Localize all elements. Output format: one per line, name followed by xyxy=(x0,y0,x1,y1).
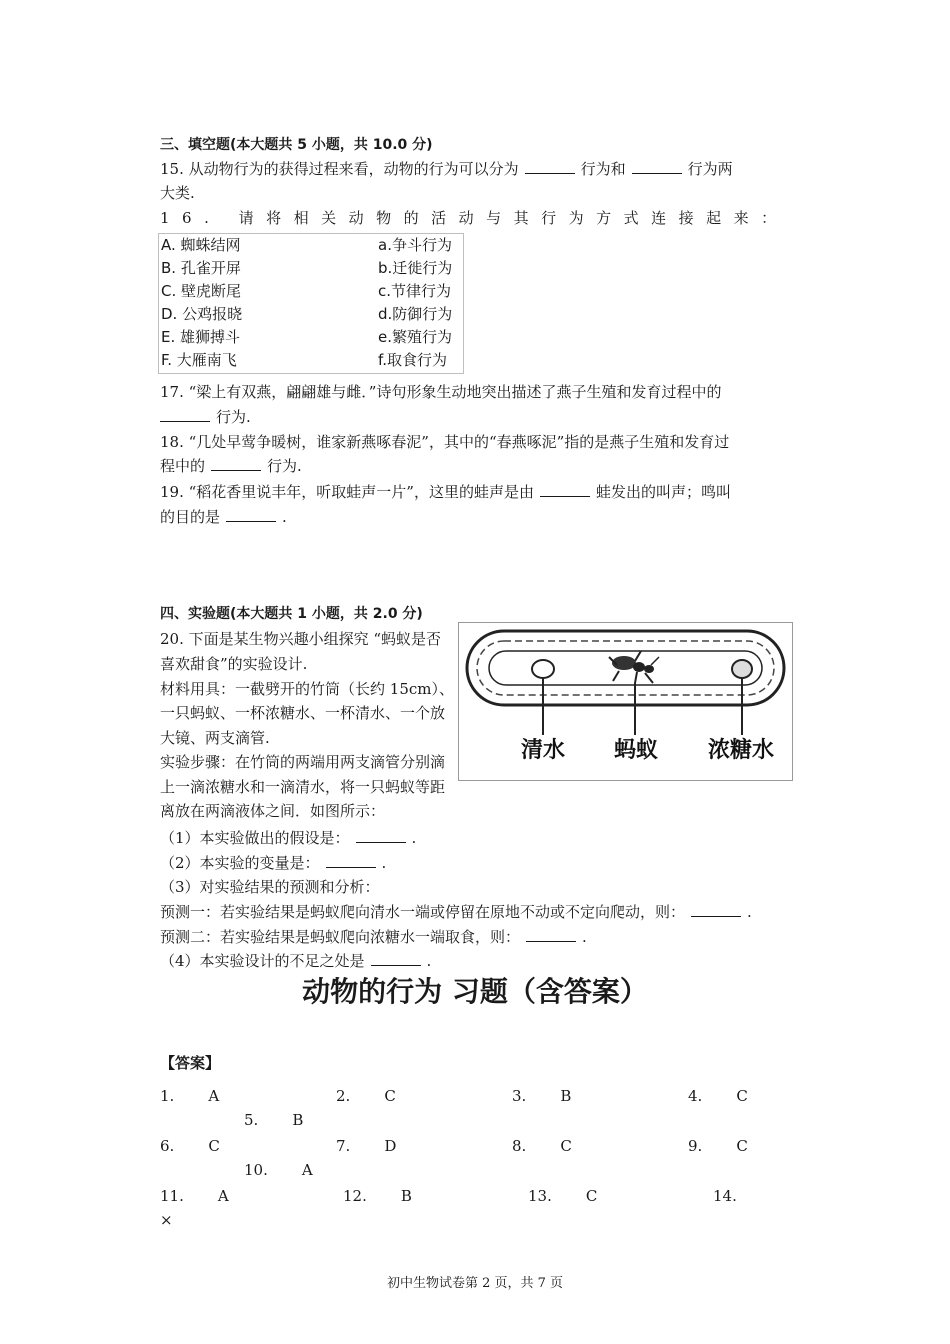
answer-number: 13. xyxy=(528,1187,552,1205)
answer-item xyxy=(160,1134,220,1158)
answer-item xyxy=(713,1184,737,1208)
answer-value: C xyxy=(736,1087,748,1105)
matching-row xyxy=(159,326,463,349)
q19-blank-2[interactable] xyxy=(226,507,276,522)
pred1-end: . xyxy=(747,903,752,921)
figure-label-sugar: 浓糖水 xyxy=(708,738,775,763)
answer-value: C xyxy=(736,1137,748,1155)
question-16: 16. 请将相关动物的活动与其行为方式连接起来： xyxy=(160,209,789,227)
answer-value: D xyxy=(384,1137,397,1155)
q18-text-2: 行为. xyxy=(267,457,302,475)
answer-number: 9. xyxy=(688,1137,703,1155)
matching-row xyxy=(159,234,463,257)
q20-line: 材料用具：一截劈开的竹筒（长约 15cm）、 xyxy=(160,680,454,698)
pred2-end: . xyxy=(582,928,587,946)
answers-heading: 【答案】 xyxy=(160,1054,221,1072)
sub1-blank[interactable] xyxy=(356,828,406,843)
ant-icon xyxy=(609,651,659,683)
q15-text-3: 行为两 xyxy=(687,160,733,178)
question-17-line1: 17. “梁上有双燕，翩翩雄与雌．”诗句形象生动地突出描述了燕子生殖和发育过程中的 xyxy=(160,383,722,401)
match-left-item: E. 雄狮搏斗 xyxy=(161,328,241,346)
sub1-text: （1）本实验做出的假设是： xyxy=(160,829,350,847)
answer-value: A xyxy=(208,1087,220,1105)
match-right-item: c.节律行为 xyxy=(378,282,452,300)
q15-text-2: 行为和 xyxy=(580,160,626,178)
match-right-item: a.争斗行为 xyxy=(378,236,452,254)
match-left-item: A. 蜘蛛结网 xyxy=(161,236,241,254)
answer-number: 5. xyxy=(244,1111,259,1129)
matching-row xyxy=(159,303,463,326)
answer-number: 3. xyxy=(512,1087,527,1105)
answer-item xyxy=(512,1084,571,1108)
matching-row xyxy=(159,349,463,372)
sub1-end: . xyxy=(411,829,417,847)
question-19-line2 xyxy=(160,505,287,529)
water-drop-icon xyxy=(532,660,554,678)
question-18-line1: 18. “几处早莺争暖树，谁家新燕啄春泥”，其中的“春燕啄泥”指的是燕子生殖和发育过 xyxy=(160,433,730,451)
matching-row xyxy=(159,280,463,303)
answer-item xyxy=(528,1184,597,1208)
match-right-item: d.防御行为 xyxy=(378,305,453,323)
page-footer: 初中生物试卷第 2 页，共 7 页 xyxy=(386,1276,564,1291)
answer-value: C xyxy=(208,1137,220,1155)
answer-number: 1. xyxy=(160,1087,175,1105)
section3-title: 三、填空题(本大题共 5 小题，共 10.0 分) xyxy=(160,137,433,153)
q20-sub2 xyxy=(160,851,386,875)
q20-line: 实验步骤：在竹筒的两端用两支滴管分别滴 xyxy=(160,753,446,771)
q19-text-3: 的目的是 xyxy=(160,508,221,526)
answer-item xyxy=(688,1134,748,1158)
answer-value: A xyxy=(301,1161,313,1179)
answer-item xyxy=(343,1184,412,1208)
pred1-text: 预测一：若实验结果是蚂蚁爬向清水一端或停留在原地不动或不定向爬动，则： xyxy=(160,903,686,921)
bamboo-experiment-figure xyxy=(458,622,793,781)
q20-line: 离放在两滴液体之间．如图所示： xyxy=(160,802,386,820)
sub4-text: （4）本实验设计的不足之处是 xyxy=(160,952,365,970)
matching-table xyxy=(158,233,464,374)
answer-value: C xyxy=(585,1187,598,1205)
q20-line: 喜欢甜食”的实验设计. xyxy=(160,655,308,673)
question-15-line2: 大类. xyxy=(160,184,195,202)
matching-row xyxy=(159,257,463,280)
q20-line: 大镜、两支滴管. xyxy=(160,729,270,747)
sub2-text: （2）本实验的变量是： xyxy=(160,854,320,872)
sugar-drop-icon xyxy=(732,660,752,678)
question-18-line2 xyxy=(160,454,302,478)
pred2-blank[interactable] xyxy=(526,927,576,942)
answer-item xyxy=(512,1134,572,1158)
q20-line: 一只蚂蚁、一杯浓糖水、一杯清水、一个放 xyxy=(160,704,446,722)
answer-number: 6. xyxy=(160,1137,175,1155)
answer-item xyxy=(688,1084,748,1108)
answer-number: 7. xyxy=(336,1137,351,1155)
answer-number: 11. xyxy=(160,1187,184,1205)
answer-number: 4. xyxy=(688,1087,703,1105)
answer-number: 8. xyxy=(512,1137,527,1155)
q20-sub3: （3）对实验结果的预测和分析： xyxy=(160,878,380,896)
answer-item xyxy=(244,1158,313,1182)
sub2-end: . xyxy=(381,854,387,872)
question-17-line2 xyxy=(160,405,251,429)
match-left-item: D. 公鸡报晓 xyxy=(161,305,243,323)
answer-number: 12. xyxy=(343,1187,367,1205)
match-left-item: C. 壁虎断尾 xyxy=(161,282,242,300)
q20-sub1 xyxy=(160,826,416,850)
q17-text: 行为. xyxy=(216,408,251,426)
q15-blank-2[interactable] xyxy=(632,159,682,174)
answer-value: C xyxy=(560,1137,572,1155)
q19-text-2: 蛙发出的叫声；鸣叫 xyxy=(595,483,731,501)
q15-blank-1[interactable] xyxy=(525,159,575,174)
q19-text-1: 19. “稻花香里说丰年，听取蛙声一片”，这里的蛙声是由 xyxy=(160,483,534,501)
match-left-item: B. 孔雀开屏 xyxy=(161,259,241,277)
answer-value: B xyxy=(400,1187,412,1205)
q20-pred1 xyxy=(160,900,752,924)
sub4-blank[interactable] xyxy=(371,951,421,966)
q18-blank[interactable] xyxy=(211,456,261,471)
answer-value: C xyxy=(384,1087,396,1105)
answer-value: A xyxy=(217,1187,229,1205)
answer-number: 10. xyxy=(244,1161,268,1179)
answer-number: 2. xyxy=(336,1087,351,1105)
answer-item xyxy=(160,1184,229,1208)
q19-blank-1[interactable] xyxy=(540,482,590,497)
answer-item xyxy=(160,1084,219,1108)
figure-label-ant: 蚂蚁 xyxy=(614,738,659,763)
section4-title: 四、实验题(本大题共 1 小题，共 2.0 分) xyxy=(160,606,423,622)
pred2-text: 预测二：若实验结果是蚂蚁爬向浓糖水一端取食，则： xyxy=(160,928,521,946)
question-15-line1 xyxy=(160,157,733,181)
answer-value: B xyxy=(292,1111,304,1129)
match-right-item: e.繁殖行为 xyxy=(378,328,452,346)
q19-text-4: . xyxy=(282,508,287,526)
pred1-blank[interactable] xyxy=(691,902,741,917)
answer-item xyxy=(336,1084,396,1108)
sub4-end: . xyxy=(426,952,432,970)
answer-item xyxy=(336,1134,396,1158)
answer-number: 14. xyxy=(713,1187,737,1205)
question-19-line1 xyxy=(160,480,731,504)
q20-line: 上一滴浓糖水和一滴清水，将一只蚂蚁等距 xyxy=(160,778,446,796)
q18-text-1: 程中的 xyxy=(160,457,206,475)
q20-line: 20. 下面是某生物兴趣小组探究 “蚂蚁是否 xyxy=(160,630,442,648)
answer-value: B xyxy=(560,1087,572,1105)
sub2-blank[interactable] xyxy=(326,853,376,868)
document-title: 动物的行为 习题（含答案） xyxy=(302,975,648,1008)
q20-pred2 xyxy=(160,925,587,949)
match-right-item: f.取食行为 xyxy=(378,351,447,369)
answer-item xyxy=(244,1108,303,1132)
q17-blank[interactable] xyxy=(160,407,210,422)
answer-value: × xyxy=(160,1211,173,1229)
match-right-item: b.迁徙行为 xyxy=(378,259,453,277)
q15-text-1: 15. 从动物行为的获得过程来看，动物的行为可以分为 xyxy=(160,160,519,178)
figure-label-water: 清水 xyxy=(521,738,566,763)
match-left-item: F. 大雁南飞 xyxy=(161,351,237,369)
